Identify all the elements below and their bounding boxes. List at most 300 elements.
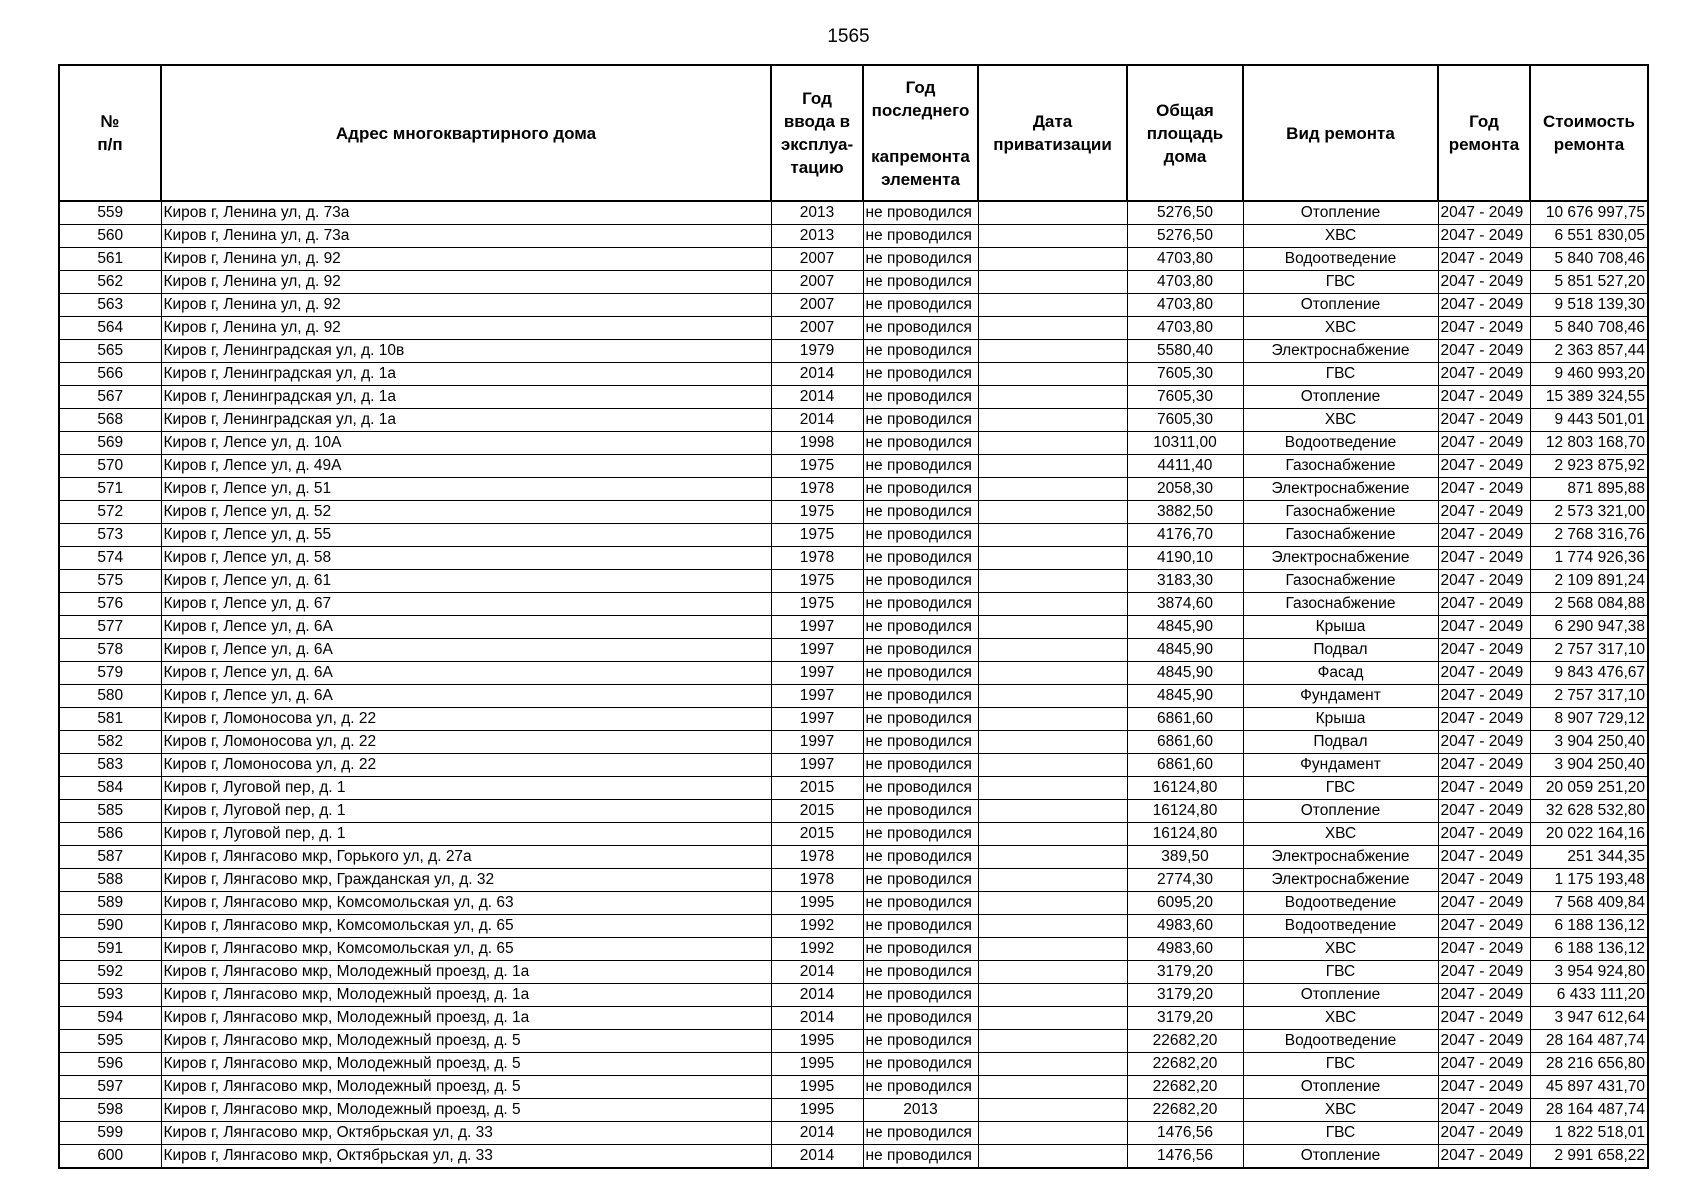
table-row bbox=[59, 1030, 1648, 1053]
commission-year: 2014 bbox=[771, 1122, 863, 1145]
header-line: Дата bbox=[1032, 112, 1073, 131]
repair-cost: 3 904 250,40 bbox=[1530, 731, 1648, 754]
repair-cost: 5 840 708,46 bbox=[1530, 248, 1648, 271]
header-line: Год bbox=[802, 89, 832, 108]
commission-year: 2014 bbox=[771, 363, 863, 386]
commission-year: 1997 bbox=[771, 708, 863, 731]
house-address: Киров г, Лепсе ул, д. 61 bbox=[161, 570, 771, 593]
row-number: 560 bbox=[59, 225, 161, 248]
row-number: 598 bbox=[59, 1099, 161, 1122]
repair-kind: ГВС bbox=[1243, 777, 1438, 800]
total-area: 7605,30 bbox=[1127, 386, 1243, 409]
house-address: Киров г, Лянгасово мкр, Гражданская ул, д. 32 bbox=[161, 869, 771, 892]
row-number: 566 bbox=[59, 363, 161, 386]
table-row bbox=[59, 846, 1648, 869]
row-number: 583 bbox=[59, 754, 161, 777]
table-row bbox=[59, 915, 1648, 938]
last-repair-year: не проводился bbox=[863, 524, 978, 547]
total-area: 3882,50 bbox=[1127, 501, 1243, 524]
repair-kind: ГВС bbox=[1243, 271, 1438, 294]
repair-cost: 2 768 316,76 bbox=[1530, 524, 1648, 547]
total-area: 16124,80 bbox=[1127, 777, 1243, 800]
house-address: Киров г, Ломоносова ул, д. 22 bbox=[161, 731, 771, 754]
table-row bbox=[59, 869, 1648, 892]
header-line: № bbox=[100, 112, 120, 131]
repair-kind: Отопление bbox=[1243, 1076, 1438, 1099]
commission-year: 1975 bbox=[771, 524, 863, 547]
repair-cost: 3 904 250,40 bbox=[1530, 754, 1648, 777]
privatization-date bbox=[978, 455, 1127, 478]
last-repair-year: не проводился bbox=[863, 363, 978, 386]
last-repair-year: не проводился bbox=[863, 1007, 978, 1030]
total-area: 1476,56 bbox=[1127, 1145, 1243, 1169]
house-address: Киров г, Лянгасово мкр, Комсомольская ул, д. 63 bbox=[161, 892, 771, 915]
commission-year: 1992 bbox=[771, 915, 863, 938]
repair-period: 2047 - 2049 bbox=[1438, 248, 1530, 271]
repair-period: 2047 - 2049 bbox=[1438, 432, 1530, 455]
total-area: 4845,90 bbox=[1127, 685, 1243, 708]
repair-cost: 2 363 857,44 bbox=[1530, 340, 1648, 363]
header-line: п/п bbox=[97, 135, 123, 154]
total-area: 7605,30 bbox=[1127, 363, 1243, 386]
house-address: Киров г, Ленинградская ул, д. 1а bbox=[161, 363, 771, 386]
repair-cost: 6 188 136,12 bbox=[1530, 938, 1648, 961]
house-address: Киров г, Ленина ул, д. 92 bbox=[161, 294, 771, 317]
total-area: 3179,20 bbox=[1127, 961, 1243, 984]
table-row bbox=[59, 1076, 1648, 1099]
table-row bbox=[59, 639, 1648, 662]
commission-year: 1979 bbox=[771, 340, 863, 363]
repair-period: 2047 - 2049 bbox=[1438, 869, 1530, 892]
total-area: 2058,30 bbox=[1127, 478, 1243, 501]
house-address: Киров г, Лянгасово мкр, Комсомольская ул, д. 65 bbox=[161, 938, 771, 961]
table-row bbox=[59, 754, 1648, 777]
total-area: 4983,60 bbox=[1127, 938, 1243, 961]
repair-period: 2047 - 2049 bbox=[1438, 1053, 1530, 1076]
last-repair-year: не проводился bbox=[863, 1076, 978, 1099]
privatization-date bbox=[978, 340, 1127, 363]
house-address: Киров г, Ленинградская ул, д. 1а bbox=[161, 386, 771, 409]
last-repair-year: не проводился bbox=[863, 731, 978, 754]
row-number: 586 bbox=[59, 823, 161, 846]
last-repair-year: не проводился bbox=[863, 340, 978, 363]
last-repair-year: не проводился bbox=[863, 708, 978, 731]
row-number: 575 bbox=[59, 570, 161, 593]
total-area: 4703,80 bbox=[1127, 248, 1243, 271]
house-address: Киров г, Лепсе ул, д. 58 bbox=[161, 547, 771, 570]
privatization-date bbox=[978, 662, 1127, 685]
repair-cost: 7 568 409,84 bbox=[1530, 892, 1648, 915]
commission-year: 1998 bbox=[771, 432, 863, 455]
total-area: 5276,50 bbox=[1127, 201, 1243, 225]
repair-cost: 2 573 321,00 bbox=[1530, 501, 1648, 524]
repair-cost: 9 460 993,20 bbox=[1530, 363, 1648, 386]
repair-kind: Газоснабжение bbox=[1243, 593, 1438, 616]
header-line: Стоимость bbox=[1543, 112, 1635, 131]
total-area: 22682,20 bbox=[1127, 1076, 1243, 1099]
header-line: ремонта bbox=[1553, 135, 1625, 154]
table-row bbox=[59, 524, 1648, 547]
last-repair-year: не проводился bbox=[863, 915, 978, 938]
table-row bbox=[59, 363, 1648, 386]
house-address: Киров г, Луговой пер, д. 1 bbox=[161, 800, 771, 823]
table-row bbox=[59, 823, 1648, 846]
total-area: 16124,80 bbox=[1127, 800, 1243, 823]
house-address: Киров г, Лепсе ул, д. 10А bbox=[161, 432, 771, 455]
repair-period: 2047 - 2049 bbox=[1438, 616, 1530, 639]
repair-cost: 2 568 084,88 bbox=[1530, 593, 1648, 616]
repair-period: 2047 - 2049 bbox=[1438, 1099, 1530, 1122]
privatization-date bbox=[978, 547, 1127, 570]
privatization-date bbox=[978, 984, 1127, 1007]
total-area: 4845,90 bbox=[1127, 662, 1243, 685]
row-number: 600 bbox=[59, 1145, 161, 1169]
privatization-date bbox=[978, 409, 1127, 432]
table-row bbox=[59, 501, 1648, 524]
commission-year: 2013 bbox=[771, 201, 863, 225]
table-row bbox=[59, 386, 1648, 409]
row-number: 592 bbox=[59, 961, 161, 984]
repair-cost: 20 022 164,16 bbox=[1530, 823, 1648, 846]
header-line: Адрес многоквартирного дома bbox=[335, 123, 597, 143]
repair-kind: Водоотведение bbox=[1243, 915, 1438, 938]
row-number: 591 bbox=[59, 938, 161, 961]
total-area: 4845,90 bbox=[1127, 639, 1243, 662]
last-repair-year: не проводился bbox=[863, 685, 978, 708]
privatization-date bbox=[978, 386, 1127, 409]
house-address: Киров г, Лепсе ул, д. 51 bbox=[161, 478, 771, 501]
row-number: 579 bbox=[59, 662, 161, 685]
last-repair-year: не проводился bbox=[863, 754, 978, 777]
header-last-repair bbox=[863, 65, 978, 201]
header-line: дома bbox=[1163, 146, 1207, 166]
row-number: 578 bbox=[59, 639, 161, 662]
privatization-date bbox=[978, 271, 1127, 294]
repair-period: 2047 - 2049 bbox=[1438, 386, 1530, 409]
header-line: эксплуа- bbox=[780, 135, 854, 154]
repair-kind: Отопление bbox=[1243, 201, 1438, 225]
privatization-date bbox=[978, 570, 1127, 593]
total-area: 3179,20 bbox=[1127, 1007, 1243, 1030]
table-row bbox=[59, 547, 1648, 570]
privatization-date bbox=[978, 1030, 1127, 1053]
repair-cost: 2 991 658,22 bbox=[1530, 1145, 1648, 1169]
row-number: 573 bbox=[59, 524, 161, 547]
table-row bbox=[59, 1007, 1648, 1030]
privatization-date bbox=[978, 294, 1127, 317]
total-area: 389,50 bbox=[1127, 846, 1243, 869]
privatization-date bbox=[978, 478, 1127, 501]
repair-kind: ГВС bbox=[1243, 961, 1438, 984]
row-number: 567 bbox=[59, 386, 161, 409]
total-area: 5580,40 bbox=[1127, 340, 1243, 363]
table-row bbox=[59, 892, 1648, 915]
repair-period: 2047 - 2049 bbox=[1438, 1145, 1530, 1169]
privatization-date bbox=[978, 731, 1127, 754]
repair-period: 2047 - 2049 bbox=[1438, 294, 1530, 317]
privatization-date bbox=[978, 639, 1127, 662]
header-line: последнего bbox=[871, 100, 970, 120]
house-address: Киров г, Лепсе ул, д. 52 bbox=[161, 501, 771, 524]
repair-period: 2047 - 2049 bbox=[1438, 478, 1530, 501]
table-row bbox=[59, 685, 1648, 708]
repair-cost: 32 628 532,80 bbox=[1530, 800, 1648, 823]
header-address bbox=[161, 65, 771, 201]
house-address: Киров г, Лянгасово мкр, Молодежный проезд, д. 1а bbox=[161, 1007, 771, 1030]
repair-registry-table bbox=[58, 64, 1649, 1169]
commission-year: 2015 bbox=[771, 823, 863, 846]
row-number: 593 bbox=[59, 984, 161, 1007]
house-address: Киров г, Ленинградская ул, д. 1а bbox=[161, 409, 771, 432]
commission-year: 2014 bbox=[771, 386, 863, 409]
row-number: 584 bbox=[59, 777, 161, 800]
table-row bbox=[59, 201, 1648, 225]
commission-year: 2007 bbox=[771, 317, 863, 340]
commission-year: 2014 bbox=[771, 1007, 863, 1030]
privatization-date bbox=[978, 501, 1127, 524]
commission-year: 2014 bbox=[771, 409, 863, 432]
total-area: 22682,20 bbox=[1127, 1030, 1243, 1053]
last-repair-year: не проводился bbox=[863, 961, 978, 984]
commission-year: 2007 bbox=[771, 294, 863, 317]
last-repair-year: не проводился bbox=[863, 547, 978, 570]
privatization-date bbox=[978, 1053, 1127, 1076]
last-repair-year: не проводился bbox=[863, 823, 978, 846]
privatization-date bbox=[978, 800, 1127, 823]
repair-cost: 6 188 136,12 bbox=[1530, 915, 1648, 938]
table-row bbox=[59, 1145, 1648, 1169]
repair-cost: 2 109 891,24 bbox=[1530, 570, 1648, 593]
commission-year: 2013 bbox=[771, 225, 863, 248]
house-address: Киров г, Лепсе ул, д. 67 bbox=[161, 593, 771, 616]
repair-cost: 5 840 708,46 bbox=[1530, 317, 1648, 340]
repair-period: 2047 - 2049 bbox=[1438, 340, 1530, 363]
house-address: Киров г, Лепсе ул, д. 6А bbox=[161, 662, 771, 685]
commission-year: 1995 bbox=[771, 1076, 863, 1099]
last-repair-year: не проводился bbox=[863, 869, 978, 892]
repair-kind: Фундамент bbox=[1243, 685, 1438, 708]
repair-kind: Газоснабжение bbox=[1243, 501, 1438, 524]
table-row bbox=[59, 1053, 1648, 1076]
privatization-date bbox=[978, 593, 1127, 616]
repair-cost: 6 290 947,38 bbox=[1530, 616, 1648, 639]
header-line: ремонта bbox=[1448, 135, 1520, 154]
total-area: 2774,30 bbox=[1127, 869, 1243, 892]
repair-cost: 15 389 324,55 bbox=[1530, 386, 1648, 409]
table-row bbox=[59, 777, 1648, 800]
repair-kind: Фасад bbox=[1243, 662, 1438, 685]
repair-kind: Водоотведение bbox=[1243, 1030, 1438, 1053]
repair-kind: Отопление bbox=[1243, 800, 1438, 823]
repair-period: 2047 - 2049 bbox=[1438, 639, 1530, 662]
privatization-date bbox=[978, 317, 1127, 340]
repair-kind: Электроснабжение bbox=[1243, 547, 1438, 570]
total-area: 5276,50 bbox=[1127, 225, 1243, 248]
repair-period: 2047 - 2049 bbox=[1438, 363, 1530, 386]
repair-kind: Электроснабжение bbox=[1243, 478, 1438, 501]
repair-period: 2047 - 2049 bbox=[1438, 593, 1530, 616]
house-address: Киров г, Ленина ул, д. 92 bbox=[161, 317, 771, 340]
house-address: Киров г, Лянгасово мкр, Молодежный проезд, д. 5 bbox=[161, 1053, 771, 1076]
header-area bbox=[1127, 65, 1243, 201]
privatization-date bbox=[978, 754, 1127, 777]
repair-kind: ХВС bbox=[1243, 938, 1438, 961]
last-repair-year: не проводился bbox=[863, 501, 978, 524]
header-num bbox=[59, 65, 161, 201]
repair-kind: Водоотведение bbox=[1243, 892, 1438, 915]
house-address: Киров г, Ленина ул, д. 92 bbox=[161, 248, 771, 271]
repair-kind: ХВС bbox=[1243, 409, 1438, 432]
last-repair-year: не проводился bbox=[863, 892, 978, 915]
repair-period: 2047 - 2049 bbox=[1438, 409, 1530, 432]
header-repair-year bbox=[1438, 65, 1530, 201]
privatization-date bbox=[978, 524, 1127, 547]
total-area: 4703,80 bbox=[1127, 317, 1243, 340]
repair-period: 2047 - 2049 bbox=[1438, 800, 1530, 823]
total-area: 4703,80 bbox=[1127, 271, 1243, 294]
row-number: 599 bbox=[59, 1122, 161, 1145]
table-row bbox=[59, 731, 1648, 754]
table-row bbox=[59, 432, 1648, 455]
repair-kind: Подвал bbox=[1243, 639, 1438, 662]
header-line: ввода в bbox=[783, 112, 851, 131]
total-area: 6861,60 bbox=[1127, 754, 1243, 777]
last-repair-year: не проводился bbox=[863, 846, 978, 869]
header-line: приватизации bbox=[993, 135, 1112, 154]
table-row bbox=[59, 984, 1648, 1007]
commission-year: 1997 bbox=[771, 685, 863, 708]
house-address: Киров г, Лянгасово мкр, Комсомольская ул, д. 65 bbox=[161, 915, 771, 938]
last-repair-year: не проводился bbox=[863, 271, 978, 294]
table-row bbox=[59, 662, 1648, 685]
total-area: 10311,00 bbox=[1127, 432, 1243, 455]
repair-period: 2047 - 2049 bbox=[1438, 823, 1530, 846]
commission-year: 1978 bbox=[771, 869, 863, 892]
commission-year: 1997 bbox=[771, 754, 863, 777]
privatization-date bbox=[978, 1007, 1127, 1030]
row-number: 588 bbox=[59, 869, 161, 892]
house-address: Киров г, Лянгасово мкр, Горького ул, д. 27а bbox=[161, 846, 771, 869]
commission-year: 1995 bbox=[771, 892, 863, 915]
house-address: Киров г, Лепсе ул, д. 6А bbox=[161, 685, 771, 708]
commission-year: 1978 bbox=[771, 547, 863, 570]
commission-year: 1975 bbox=[771, 501, 863, 524]
repair-cost: 871 895,88 bbox=[1530, 478, 1648, 501]
privatization-date bbox=[978, 685, 1127, 708]
repair-kind: Отопление bbox=[1243, 386, 1438, 409]
repair-cost: 2 757 317,10 bbox=[1530, 639, 1648, 662]
repair-period: 2047 - 2049 bbox=[1438, 570, 1530, 593]
header-line: элемента bbox=[881, 169, 960, 189]
repair-period: 2047 - 2049 bbox=[1438, 501, 1530, 524]
header-line: Общая bbox=[1156, 100, 1214, 120]
repair-period: 2047 - 2049 bbox=[1438, 915, 1530, 938]
row-number: 572 bbox=[59, 501, 161, 524]
repair-kind: Электроснабжение bbox=[1243, 869, 1438, 892]
table-row bbox=[59, 455, 1648, 478]
house-address: Киров г, Ломоносова ул, д. 22 bbox=[161, 754, 771, 777]
table-row bbox=[59, 1122, 1648, 1145]
repair-period: 2047 - 2049 bbox=[1438, 1007, 1530, 1030]
commission-year: 2014 bbox=[771, 984, 863, 1007]
repair-cost: 2 757 317,10 bbox=[1530, 685, 1648, 708]
table-row bbox=[59, 938, 1648, 961]
repair-kind: ХВС bbox=[1243, 823, 1438, 846]
repair-period: 2047 - 2049 bbox=[1438, 708, 1530, 731]
privatization-date bbox=[978, 616, 1127, 639]
last-repair-year: не проводился bbox=[863, 639, 978, 662]
last-repair-year: не проводился bbox=[863, 225, 978, 248]
row-number: 574 bbox=[59, 547, 161, 570]
repair-kind: ХВС bbox=[1243, 1099, 1438, 1122]
repair-period: 2047 - 2049 bbox=[1438, 1030, 1530, 1053]
commission-year: 2015 bbox=[771, 800, 863, 823]
table-row bbox=[59, 570, 1648, 593]
header-line bbox=[866, 122, 975, 145]
last-repair-year: 2013 bbox=[863, 1099, 978, 1122]
house-address: Киров г, Лянгасово мкр, Молодежный проезд, д. 1а bbox=[161, 984, 771, 1007]
row-number: 571 bbox=[59, 478, 161, 501]
total-area: 3874,60 bbox=[1127, 593, 1243, 616]
commission-year: 1995 bbox=[771, 1030, 863, 1053]
repair-period: 2047 - 2049 bbox=[1438, 201, 1530, 225]
last-repair-year: не проводился bbox=[863, 1030, 978, 1053]
repair-cost: 28 216 656,80 bbox=[1530, 1053, 1648, 1076]
repair-cost: 3 947 612,64 bbox=[1530, 1007, 1648, 1030]
table-row bbox=[59, 409, 1648, 432]
row-number: 576 bbox=[59, 593, 161, 616]
row-number: 581 bbox=[59, 708, 161, 731]
total-area: 6095,20 bbox=[1127, 892, 1243, 915]
privatization-date bbox=[978, 869, 1127, 892]
header-row bbox=[59, 65, 1648, 201]
header-privatization bbox=[978, 65, 1127, 201]
total-area: 4190,10 bbox=[1127, 547, 1243, 570]
repair-period: 2047 - 2049 bbox=[1438, 754, 1530, 777]
repair-kind: Подвал bbox=[1243, 731, 1438, 754]
repair-kind: ГВС bbox=[1243, 1122, 1438, 1145]
total-area: 4845,90 bbox=[1127, 616, 1243, 639]
repair-cost: 8 907 729,12 bbox=[1530, 708, 1648, 731]
commission-year: 2007 bbox=[771, 271, 863, 294]
header-line: площадь bbox=[1146, 123, 1224, 143]
last-repair-year: не проводился bbox=[863, 1145, 978, 1169]
repair-cost: 3 954 924,80 bbox=[1530, 961, 1648, 984]
row-number: 585 bbox=[59, 800, 161, 823]
total-area: 6861,60 bbox=[1127, 731, 1243, 754]
row-number: 559 bbox=[59, 201, 161, 225]
repair-cost: 1 175 193,48 bbox=[1530, 869, 1648, 892]
repair-period: 2047 - 2049 bbox=[1438, 662, 1530, 685]
row-number: 590 bbox=[59, 915, 161, 938]
header-line: Год bbox=[905, 77, 936, 97]
repair-period: 2047 - 2049 bbox=[1438, 225, 1530, 248]
table-row bbox=[59, 340, 1648, 363]
privatization-date bbox=[978, 1122, 1127, 1145]
privatization-date bbox=[978, 915, 1127, 938]
total-area: 7605,30 bbox=[1127, 409, 1243, 432]
commission-year: 2007 bbox=[771, 248, 863, 271]
table-row bbox=[59, 708, 1648, 731]
row-number: 577 bbox=[59, 616, 161, 639]
last-repair-year: не проводился bbox=[863, 248, 978, 271]
row-number: 596 bbox=[59, 1053, 161, 1076]
privatization-date bbox=[978, 1076, 1127, 1099]
commission-year: 1995 bbox=[771, 1099, 863, 1122]
table-body bbox=[59, 201, 1648, 1168]
last-repair-year: не проводился bbox=[863, 386, 978, 409]
repair-kind: Отопление bbox=[1243, 294, 1438, 317]
